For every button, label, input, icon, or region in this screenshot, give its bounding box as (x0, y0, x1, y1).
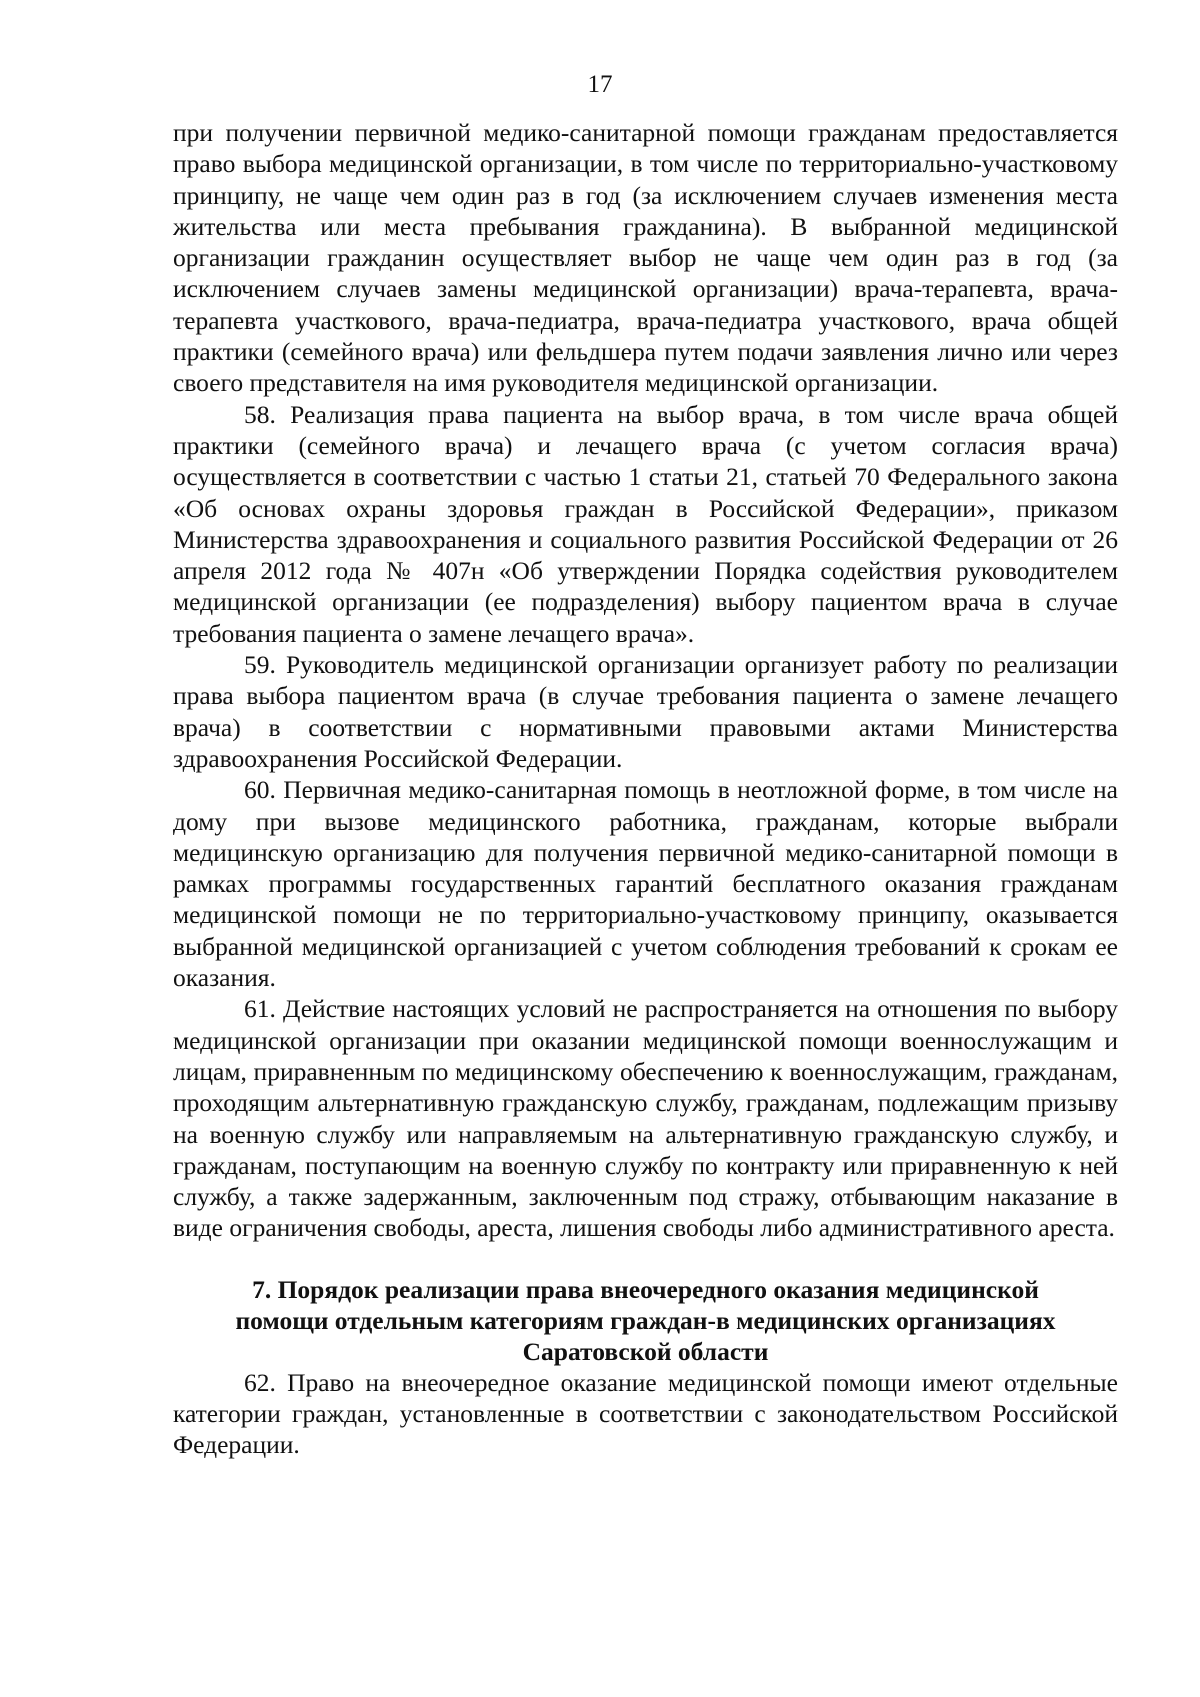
section-heading-line-2: помощи отдельным категориям граждан-в медицинских организациях (235, 1305, 1056, 1335)
document-body (173, 117, 1118, 1461)
paragraph-59: 59. Руководитель медицинской организации организует работу по реализации права выбора пациентом врача (в случае требования пациента о замене лечащего врача) в соответствии с нормативными правовыми актами Министерства здравоохранения Российской Федерации. (173, 650, 1118, 773)
paragraph-60: 60. Первичная медико-санитарная помощь в неотложной форме, в том числе на дому при вызове медицинского работника, гражданам, которые выбрали медицинскую организацию для получения первичной медико-санитарной помощи в рамках программы государственных гарантий бесплатного оказания гражданам медицинской помощи не по территориально-участковому принципу, оказывается выбранной медицинской организацией с учетом соблюдения требований к срокам ее оказания. (173, 775, 1118, 993)
paragraph-58: 58. Реализация права пациента на выбор врача, в том числе врача общей практики (семейного врача) и лечащего врача (с учетом согласия врача) осуществляется в соответствии с частью 1 статьи 21, статьей 70 Федерального закона «Об основах охраны здоровья граждан в Российской Федерации», приказом Министерства здравоохранения и социального развития Российской Федерации от 26 апреля 2012 года № 407н «Об утверждении Порядка содействия руководителем медицинской организации (ее подразделения) выбору пациентом врача в случае требования пациента о замене лечащего врача». (173, 399, 1118, 648)
page-number: 17 (587, 71, 613, 98)
section-heading (173, 1274, 1118, 1367)
paragraph-61: 61. Действие настоящих условий не распространяется на отношения по выбору медицинской организации при оказании медицинской помощи военнослужащим и лицам, приравненным по медицинскому обеспечению к военнослужащим, гражданам, проходящим альтернативную гражданскую службу, гражданам, подлежащим призыву на военную службу или направляемым на альтернативную гражданскую службу, и гражданам, поступающим на военную службу по контракту или приравненную к ней службу, а также задержанным, заключенным под стражу, отбывающим наказание в виде ограничения свободы, ареста, лишения свободы либо административного ареста. (173, 994, 1118, 1243)
paragraph-57-continuation: при получении первичной медико-санитарной помощи гражданам предоставляется право выбора медицинской организации, в том числе по территориально-участковому принципу, не чаще чем один раз в год (за исключением случаев изменения места жительства или места пребывания гражданина). В выбранной медицинской организации гражданин осуществляет выбор не чаще чем один раз в год (за исключением случаев замены медицинской организации) врача-терапевта, врача-терапевта участкового, врача-педиатра, врача-педиатра участкового, врача общей практики (семейного врача) или фельдшера путем подачи заявления лично или через своего представителя на имя руководителя медицинской организации. (173, 118, 1118, 398)
section-heading-line-3: Саратовской области (522, 1336, 769, 1366)
paragraph-62: 62. Право на внеочередное оказание медицинской помощи имеют отдельные категории граждан, установленные в соответствии с законодательством Российской Федерации. (173, 1367, 1118, 1460)
section-heading-line-1: 7. Порядок реализации права внеочередного оказания медицинской (252, 1274, 1039, 1304)
